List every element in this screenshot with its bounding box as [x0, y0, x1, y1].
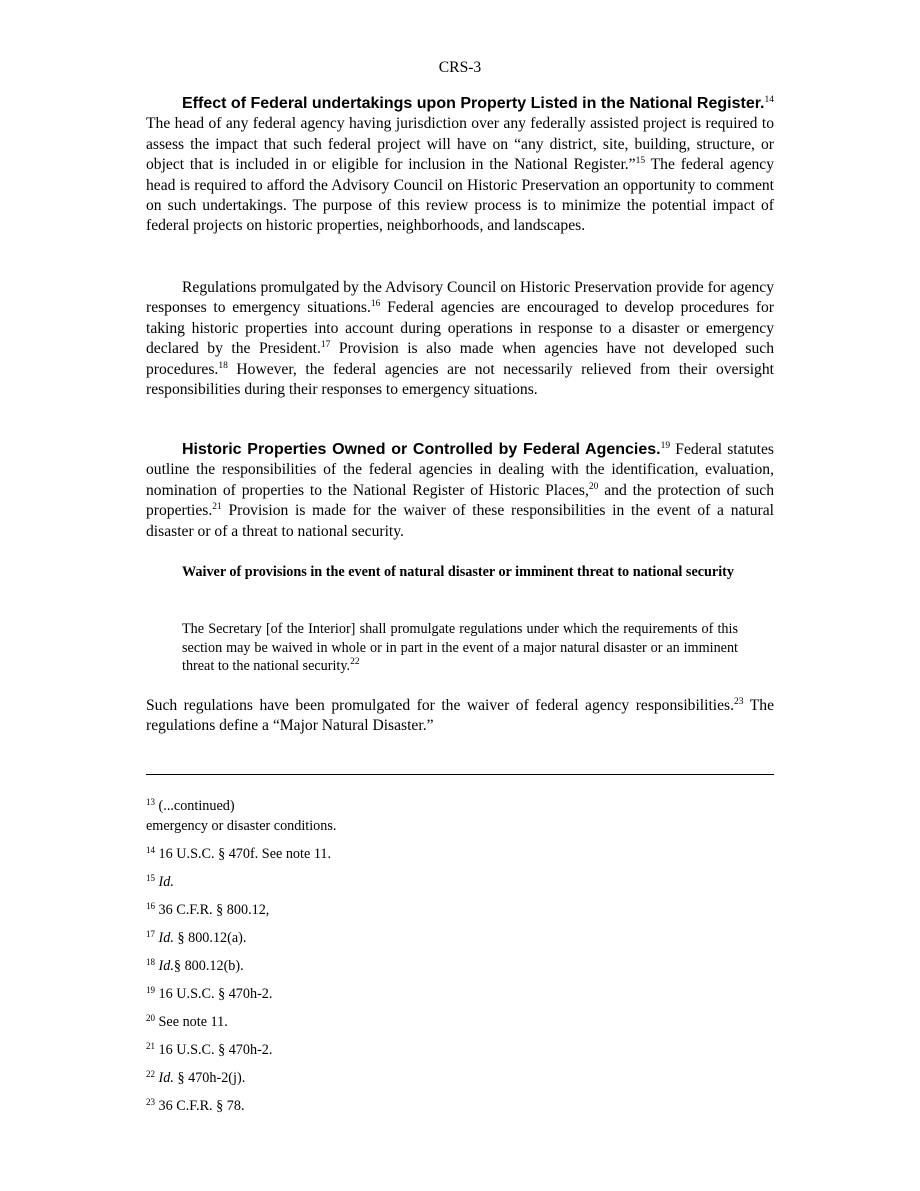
- paragraph-text: Federal statutes outline the responsibilities of the federal agencies in dealing with the identification, evaluation, nomination of properties to the National Register of Historic Places,: [146, 441, 774, 499]
- footnote-ref[interactable]: 20: [588, 481, 599, 492]
- footnote-text: emergency or disaster conditions.: [146, 818, 337, 834]
- section-heading: Effect of Federal undertakings upon Property Listed in the National Register.: [182, 95, 765, 112]
- footnote: [146, 1069, 245, 1087]
- paragraph-text: However, the federal agencies are not necessarily relieved from their oversight responsibilities during their responses to emergency situations.: [146, 360, 774, 399]
- footnote-number: 14: [146, 845, 155, 855]
- footnote: [146, 1041, 272, 1059]
- footnote-ref[interactable]: 22: [350, 657, 360, 668]
- footnote: [146, 797, 235, 815]
- footnote-number: 16: [146, 901, 155, 911]
- footnote: [146, 873, 174, 891]
- footnote-text: 16 U.S.C. § 470h-2.: [155, 1042, 273, 1058]
- footnote-ref[interactable]: 15: [635, 156, 646, 167]
- footnote-divider: [146, 774, 774, 775]
- footnote-ref[interactable]: 19: [660, 441, 671, 451]
- footnote: [146, 1097, 245, 1115]
- footnote-number: 17: [146, 929, 155, 939]
- block-quote-body: [182, 620, 738, 676]
- footnote: [146, 845, 331, 863]
- footnote-text: (...continued): [155, 798, 235, 814]
- footnote-ref[interactable]: 23: [734, 697, 744, 707]
- footnote-italic: Id.: [158, 958, 174, 974]
- footnote-number: 15: [146, 873, 155, 883]
- paragraph-historic-properties: [146, 440, 774, 542]
- footnote-ref[interactable]: 14: [764, 95, 774, 105]
- footnote-number: 19: [146, 985, 155, 995]
- footnote-text: 36 C.F.R. § 800.12,: [155, 902, 270, 918]
- paragraph-text: Such regulations have been promulgated for the waiver of federal agency responsibilities.: [146, 697, 735, 714]
- footnote-continuation: [146, 817, 336, 835]
- paragraph-text: Provision is also made when agencies have not developed such procedures.: [146, 340, 775, 378]
- footnote-number: 22: [146, 1069, 155, 1079]
- page-header: CRS-3: [438, 59, 482, 76]
- footnote-text: See note 11.: [155, 1014, 228, 1030]
- quote-text: The Secretary [of the Interior] shall promulgate regulations under which the requirements of this section may be waived in whole or in part in the event of a major natural disaster or an imminent threat to the national security.: [182, 621, 738, 675]
- paragraph-text: Regulations promulgated by the Advisory Council on Historic Preservation provide for agency responses to emergency situations.: [146, 279, 774, 317]
- paragraph-text: Provision is made for the waiver of these responsibilities in the event of a natural disaster or of a threat to national security.: [146, 502, 774, 540]
- footnote-ref[interactable]: 17: [320, 340, 331, 351]
- paragraph-effect-of-federal-undertakings: [146, 94, 774, 237]
- block-quote-title: Waiver of provisions in the event of natural disaster or imminent threat to national security: [182, 564, 734, 580]
- footnote-number: 20: [146, 1013, 155, 1023]
- paragraph-text: The head of any federal agency having jurisdiction over any federally assisted project is required to assess the impact that such federal project will have on “any district, site, building, structure, or object that is included in or eligible for inclusion in the National Register.”: [146, 115, 774, 174]
- footnote-text: 36 C.F.R. § 78.: [155, 1098, 245, 1114]
- footnote-text: § 800.12(b).: [173, 958, 244, 974]
- footnote-ref[interactable]: 21: [212, 502, 222, 513]
- footnote-ref[interactable]: 16: [370, 299, 381, 310]
- footnote: [146, 901, 269, 919]
- footnote: [146, 985, 272, 1003]
- footnote: [146, 929, 246, 947]
- footnote-text: § 800.12(a).: [173, 930, 247, 946]
- paragraph-text: The federal agency head is required to afford the Advisory Council on Historic Preservation an opportunity to comment on such undertakings. The purpose of this review process is to minimize the potential impact of federal projects on historic properties, neighborhoods, and landscapes.: [146, 156, 774, 235]
- footnote-text: 16 U.S.C. § 470h-2.: [155, 986, 273, 1002]
- paragraph-regulations: [146, 278, 774, 400]
- section-heading: Historic Properties Owned or Controlled by Federal Agencies.: [182, 441, 661, 458]
- footnote-italic: Id.: [158, 930, 174, 946]
- footnote-number: 21: [146, 1041, 155, 1051]
- footnote-text: 16 U.S.C. § 470f. See note 11.: [155, 846, 332, 862]
- paragraph-text: The regulations define a “Major Natural Disaster.”: [146, 697, 774, 735]
- footnote-number: 18: [146, 957, 155, 967]
- footnote-italic: Id.: [158, 874, 174, 890]
- paragraph-text: and the protection of such properties.: [146, 481, 775, 520]
- footnote: [146, 957, 244, 975]
- footnote-text: § 470h-2(j).: [173, 1070, 246, 1086]
- paragraph-text: Federal agencies are encouraged to develop procedures for taking historic properties into account during operations in response to a disaster or emergency declared by the President.: [146, 299, 775, 358]
- footnote-number: 13: [146, 797, 155, 807]
- paragraph-such-regulations: [146, 696, 774, 737]
- footnote-italic: Id.: [158, 1070, 174, 1086]
- footnote-ref[interactable]: 18: [218, 360, 228, 371]
- footnote: [146, 1013, 228, 1031]
- footnote-number: 23: [146, 1097, 155, 1107]
